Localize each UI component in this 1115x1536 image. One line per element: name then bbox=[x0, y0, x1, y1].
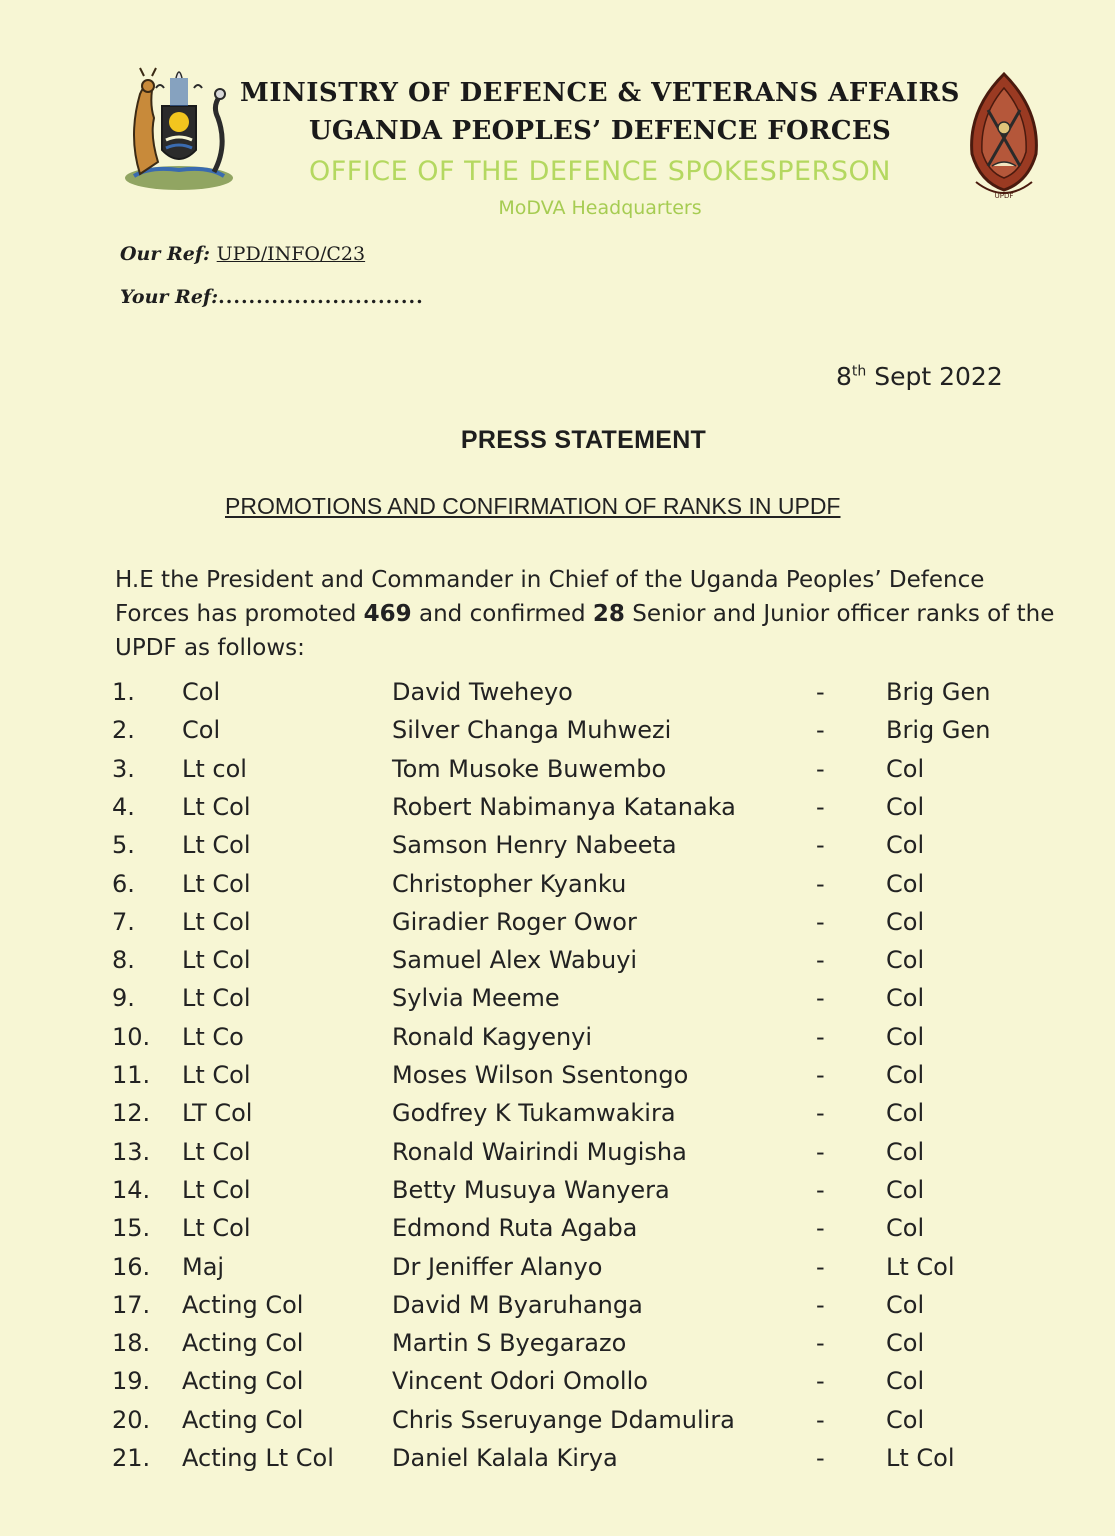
promotion-number: 21. bbox=[112, 1444, 151, 1472]
officer-name: Sylvia Meeme bbox=[392, 984, 560, 1013]
promotion-number: 7. bbox=[112, 907, 135, 936]
hq-heading: MoDVA Headquarters bbox=[498, 197, 702, 219]
officer-name: Silver Changa Muhwezi bbox=[392, 716, 672, 745]
new-rank: Col bbox=[886, 1214, 925, 1243]
officer-name: David Tweheyo bbox=[392, 678, 573, 706]
promotion-number: 4. bbox=[112, 792, 135, 821]
separator-dash: - bbox=[816, 678, 825, 706]
separator-dash: - bbox=[816, 1099, 825, 1128]
officer-name: Daniel Kalala Kirya bbox=[392, 1444, 618, 1472]
current-rank: LT Col bbox=[182, 1099, 253, 1128]
separator-dash: - bbox=[816, 1175, 825, 1204]
intro-part3: Senior and Junior officer ranks of the UPDF as follows: bbox=[115, 601, 1055, 661]
new-rank: Col bbox=[886, 1022, 925, 1051]
officer-name: Dr Jeniffer Alanyo bbox=[392, 1252, 603, 1281]
promotion-number: 16. bbox=[112, 1252, 151, 1281]
current-rank: Acting Col bbox=[182, 1290, 304, 1319]
promotion-row bbox=[0, 1406, 1115, 1440]
page-subtitle: PROMOTIONS AND CONFIRMATION OF RANKS IN UPDF bbox=[225, 493, 841, 519]
separator-dash: - bbox=[816, 1290, 825, 1319]
current-rank: Lt Col bbox=[182, 1175, 251, 1204]
page-title: PRESS STATEMENT bbox=[460, 426, 707, 454]
current-rank: Lt Col bbox=[182, 1214, 251, 1243]
new-rank: Col bbox=[886, 907, 925, 936]
office-heading: OFFICE OF THE DEFENCE SPOKESPERSON bbox=[309, 156, 891, 187]
separator-dash: - bbox=[816, 907, 825, 936]
separator-dash: - bbox=[816, 1329, 825, 1358]
current-rank: Acting Lt Col bbox=[182, 1444, 334, 1472]
officer-name: Betty Musuya Wanyera bbox=[392, 1175, 670, 1204]
separator-dash: - bbox=[816, 1061, 825, 1089]
new-rank: Col bbox=[886, 1329, 925, 1358]
new-rank: Col bbox=[886, 1367, 925, 1396]
officer-name: Samuel Alex Wabuyi bbox=[392, 946, 638, 975]
current-rank: Lt Col bbox=[182, 907, 251, 936]
new-rank: Col bbox=[886, 1137, 925, 1166]
new-rank: Col bbox=[886, 984, 925, 1013]
promotion-number: 8. bbox=[112, 946, 135, 975]
promotion-row bbox=[0, 1061, 1115, 1095]
promotion-row bbox=[0, 1176, 1115, 1210]
current-rank: Lt Col bbox=[182, 792, 251, 821]
promotion-row bbox=[0, 1138, 1115, 1172]
current-rank: Acting Col bbox=[182, 1405, 304, 1434]
promotion-number: 18. bbox=[112, 1329, 151, 1358]
promotion-number: 1. bbox=[112, 678, 135, 706]
intro-part1: H.E the President and Commander in Chief of the Uganda Peoples’ Defence Forces has promoted bbox=[115, 567, 985, 627]
promotion-row bbox=[0, 870, 1115, 904]
promotion-row bbox=[0, 1367, 1115, 1401]
current-rank: Lt Col bbox=[182, 984, 251, 1013]
current-rank: Lt Co bbox=[182, 1022, 244, 1051]
separator-dash: - bbox=[816, 946, 825, 975]
promotion-row bbox=[0, 755, 1115, 789]
current-rank: Lt Col bbox=[182, 1137, 251, 1166]
promotion-row bbox=[0, 946, 1115, 980]
separator-dash: - bbox=[816, 1367, 825, 1396]
date-day: 8 bbox=[836, 362, 852, 391]
promotion-number: 13. bbox=[112, 1137, 151, 1166]
officer-name: Vincent Odori Omollo bbox=[392, 1367, 648, 1396]
current-rank: Lt col bbox=[182, 754, 247, 783]
separator-dash: - bbox=[816, 1137, 825, 1166]
officer-name: Samson Henry Nabeeta bbox=[392, 831, 677, 860]
separator-dash: - bbox=[816, 792, 825, 821]
current-rank: Lt Col bbox=[182, 946, 251, 975]
promotion-number: 19. bbox=[112, 1367, 151, 1396]
new-rank: Col bbox=[886, 1405, 925, 1434]
current-rank: Acting Col bbox=[182, 1329, 304, 1358]
officer-name: Tom Musoke Buwembo bbox=[392, 754, 667, 783]
promotion-number: 14. bbox=[112, 1175, 151, 1204]
separator-dash: - bbox=[816, 716, 825, 745]
officer-name: Christopher Kyanku bbox=[392, 869, 627, 898]
officer-name: Martin S Byegarazo bbox=[392, 1329, 627, 1358]
promotion-number: 20. bbox=[112, 1405, 151, 1434]
separator-dash: - bbox=[816, 1214, 825, 1243]
officer-name: Moses Wilson Ssentongo bbox=[392, 1061, 689, 1089]
new-rank: Lt Col bbox=[886, 1252, 955, 1281]
current-rank: Lt Col bbox=[182, 869, 251, 898]
your-ref-value: ........................... bbox=[218, 286, 424, 308]
promotion-row bbox=[0, 716, 1115, 750]
new-rank: Col bbox=[886, 1175, 925, 1204]
intro-part2: and confirmed bbox=[411, 601, 593, 627]
new-rank: Col bbox=[886, 1099, 925, 1128]
new-rank: Col bbox=[886, 1290, 925, 1319]
new-rank: Col bbox=[886, 792, 925, 821]
promotion-row bbox=[0, 678, 1115, 712]
officer-name: Giradier Roger Owor bbox=[392, 907, 637, 936]
separator-dash: - bbox=[816, 1405, 825, 1434]
promotion-number: 3. bbox=[112, 754, 135, 783]
promotion-row bbox=[0, 1444, 1115, 1478]
current-rank: Lt Col bbox=[182, 1061, 251, 1089]
current-rank: Col bbox=[182, 716, 221, 745]
promotion-row bbox=[0, 908, 1115, 942]
separator-dash: - bbox=[816, 754, 825, 783]
promotion-number: 12. bbox=[112, 1099, 151, 1128]
promotion-row bbox=[0, 1329, 1115, 1363]
current-rank: Col bbox=[182, 678, 221, 706]
promotion-row bbox=[0, 984, 1115, 1018]
promotion-row bbox=[0, 793, 1115, 827]
date-suffix: th bbox=[851, 363, 867, 380]
force-heading: UGANDA PEOPLES’ DEFENCE FORCES bbox=[308, 116, 892, 146]
officer-name: Ronald Wairindi Mugisha bbox=[392, 1137, 687, 1166]
new-rank: Brig Gen bbox=[886, 678, 991, 706]
our-ref-label: Our Ref: bbox=[120, 243, 217, 265]
ministry-heading: MINISTRY OF DEFENCE & VETERANS AFFAIRS bbox=[240, 78, 960, 108]
promotion-row bbox=[0, 1099, 1115, 1133]
promotion-row bbox=[0, 1291, 1115, 1325]
date-rest: Sept 2022 bbox=[866, 362, 1003, 391]
separator-dash: - bbox=[816, 1022, 825, 1051]
new-rank: Col bbox=[886, 1061, 925, 1089]
separator-dash: - bbox=[816, 869, 825, 898]
promotion-number: 15. bbox=[112, 1214, 151, 1243]
promotion-number: 6. bbox=[112, 869, 135, 898]
promotion-number: 5. bbox=[112, 831, 135, 860]
new-rank: Col bbox=[886, 869, 925, 898]
promotion-row bbox=[0, 1023, 1115, 1057]
new-rank: Brig Gen bbox=[886, 716, 991, 745]
promotion-row bbox=[0, 1214, 1115, 1248]
current-rank: Lt Col bbox=[182, 831, 251, 860]
separator-dash: - bbox=[816, 984, 825, 1013]
promotion-number: 10. bbox=[112, 1022, 151, 1051]
new-rank: Lt Col bbox=[886, 1444, 955, 1472]
officer-name: Edmond Ruta Agaba bbox=[392, 1214, 638, 1243]
current-rank: Maj bbox=[182, 1252, 225, 1281]
our-ref-value: UPD/INFO/C23 bbox=[216, 243, 366, 265]
new-rank: Col bbox=[886, 754, 925, 783]
new-rank: Col bbox=[886, 831, 925, 860]
separator-dash: - bbox=[816, 831, 825, 860]
officer-name: Robert Nabimanya Katanaka bbox=[392, 792, 736, 821]
your-ref-label: Your Ref: bbox=[120, 286, 219, 308]
promotion-number: 2. bbox=[112, 716, 135, 745]
officer-name: Godfrey K Tukamwakira bbox=[392, 1099, 676, 1128]
separator-dash: - bbox=[816, 1252, 825, 1281]
confirmed-count: 28 bbox=[592, 601, 625, 627]
separator-dash: - bbox=[816, 1444, 825, 1472]
promotion-number: 11. bbox=[112, 1061, 151, 1089]
officer-name: David M Byaruhanga bbox=[392, 1290, 643, 1319]
officer-name: Chris Sseruyange Ddamulira bbox=[392, 1405, 735, 1434]
promotion-number: 9. bbox=[112, 984, 135, 1013]
new-rank: Col bbox=[886, 946, 925, 975]
promotion-number: 17. bbox=[112, 1290, 151, 1319]
officer-name: Ronald Kagyenyi bbox=[392, 1022, 593, 1051]
promotion-row bbox=[0, 1253, 1115, 1287]
promoted-count: 469 bbox=[363, 601, 412, 627]
emblem-text: UPDF bbox=[994, 192, 1014, 200]
promotion-row bbox=[0, 831, 1115, 865]
current-rank: Acting Col bbox=[182, 1367, 304, 1396]
